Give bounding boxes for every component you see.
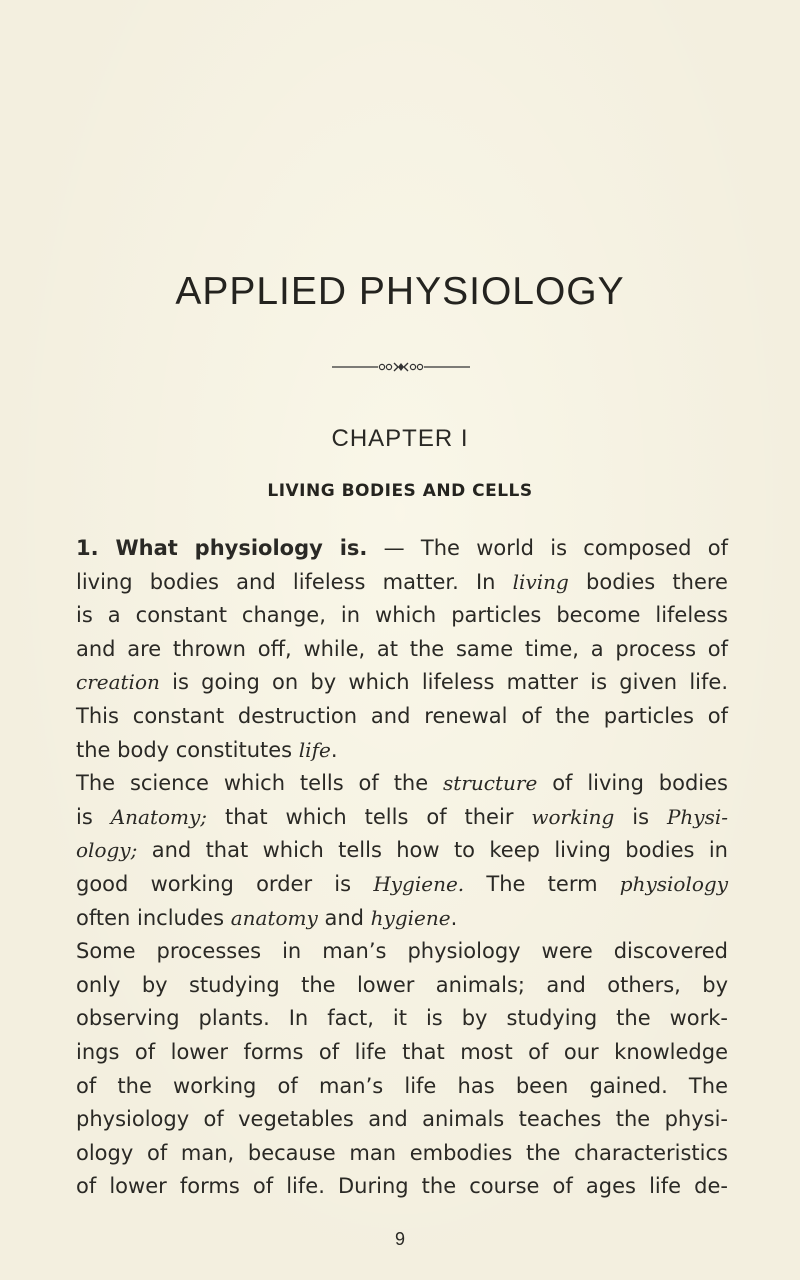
- paragraph-1-line-1: [76, 532, 728, 566]
- italic-term: Hygiene.: [373, 871, 465, 896]
- text-run: and that which tells how to keep living bodies in: [137, 838, 728, 863]
- paragraph-2-line-5: [76, 902, 728, 936]
- paragraph-3-line-3: observing plants. In fact, it is by studying the work-: [76, 1006, 728, 1031]
- italic-term: life: [298, 737, 331, 762]
- text-run: the body constitutes: [76, 737, 299, 762]
- text-run: .: [450, 905, 458, 930]
- italic-term: hygiene: [370, 905, 451, 930]
- paragraph-3-line-2: only by studying the lower animals; and others, by: [76, 972, 728, 997]
- italic-term: creation: [76, 670, 160, 695]
- paragraph-1-line-7: [76, 734, 728, 768]
- text-run: bodies there: [568, 569, 728, 594]
- text-run: that which tells of their: [207, 804, 532, 829]
- paragraph-1-line-2: [76, 566, 728, 600]
- text-run: is going on by which lifeless matter is given life.: [159, 670, 728, 695]
- page-number: 9: [394, 1229, 405, 1249]
- section-heading: LIVING BODIES AND CELLS: [267, 481, 533, 501]
- paragraph-2-line-3: [76, 834, 728, 868]
- paragraph-2-line-2: [76, 801, 728, 835]
- italic-term: Physi-: [666, 804, 729, 829]
- italic-term: living: [512, 569, 569, 594]
- text-run: living bodies and lifeless matter. In: [76, 569, 513, 594]
- paragraph-1-line-3: is a constant change, in which particles become lifeless: [76, 603, 728, 628]
- paragraph-1-line-4: and are thrown off, while, at the same time, a process of: [76, 636, 728, 661]
- italic-term: Anatomy;: [110, 804, 208, 829]
- text-run: of living bodies: [537, 771, 728, 796]
- book-title: APPLIED PHYSIOLOGY: [175, 270, 625, 313]
- paragraph-3-line-8: of lower forms of life. During the course of ages life de-: [76, 1174, 728, 1199]
- ornament-divider: [332, 359, 470, 375]
- italic-term: working: [531, 804, 615, 829]
- section-number-heading: 1. What physiology is.: [76, 536, 368, 560]
- body-text: [76, 532, 728, 1204]
- italic-term: anatomy: [230, 905, 318, 930]
- paragraph-1-line-5: [76, 666, 728, 700]
- paragraph-3-line-6: physiology of vegetables and animals teaches the physi-: [76, 1107, 728, 1132]
- paragraph-3-line-4: ings of lower forms of life that most of our knowledge: [76, 1039, 728, 1064]
- text-run: .: [330, 737, 338, 762]
- paragraph-3-line-1: Some processes in man’s physiology were discovered: [76, 939, 728, 964]
- text-run: is: [614, 804, 667, 829]
- text-run: The science which tells of the: [76, 771, 444, 796]
- text-run: often includes: [76, 905, 231, 930]
- paragraph-2-line-4: [76, 868, 728, 902]
- text-run: good working order is: [76, 871, 374, 896]
- paragraph-3-line-7: ology of man, because man embodies the characteristics: [76, 1140, 728, 1165]
- text-run: is: [76, 804, 111, 829]
- italic-term: physiology: [619, 871, 728, 896]
- italic-term: ology;: [76, 838, 138, 863]
- paragraph-2-line-1: [76, 767, 728, 801]
- paragraph-3-line-5: of the working of man’s life has been gained. The: [76, 1073, 728, 1098]
- chapter-heading: CHAPTER I: [331, 425, 469, 452]
- text-run: The term: [464, 871, 620, 896]
- text-run: and: [317, 905, 371, 930]
- paragraph-1-line-6: This constant destruction and renewal of the particles of: [76, 703, 728, 728]
- italic-term: structure: [443, 771, 538, 796]
- text-run: — The world is composed of: [367, 536, 728, 560]
